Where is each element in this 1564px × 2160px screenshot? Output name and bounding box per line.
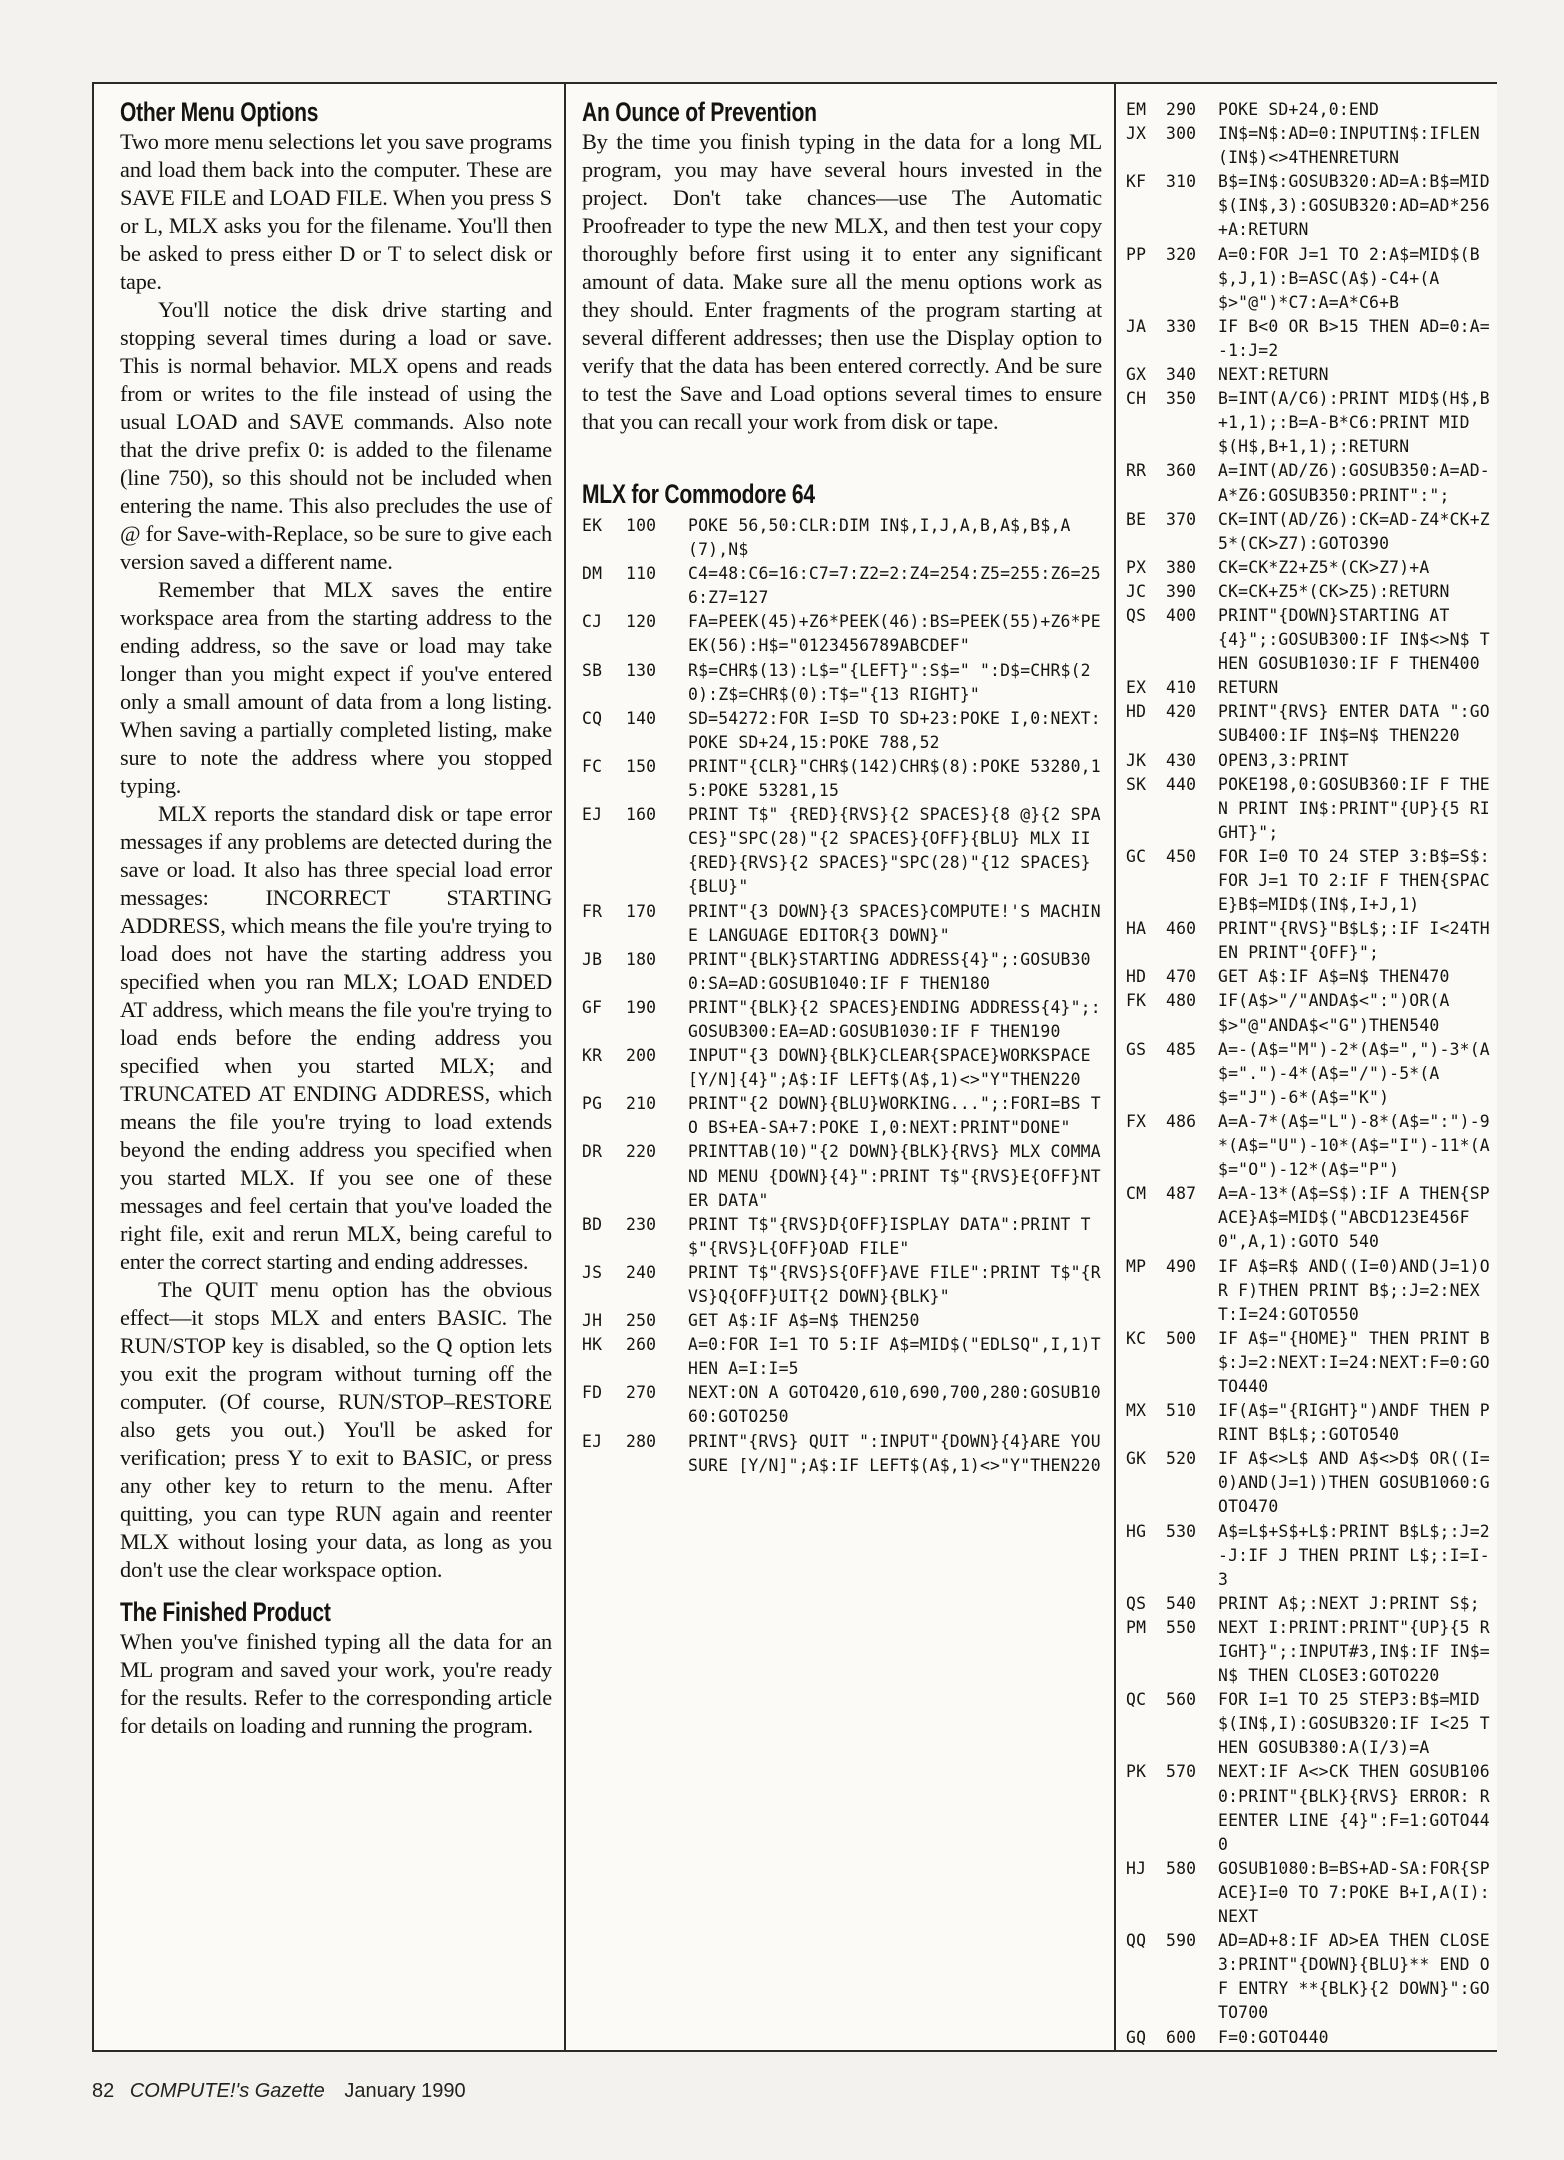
listing-line xyxy=(1126,1038,1493,1110)
line-number: 460 xyxy=(1166,919,1197,939)
listing-line xyxy=(582,1213,1102,1261)
line-code: OPEN3,3:PRINT xyxy=(1218,750,1349,770)
listing-line xyxy=(1126,1110,1493,1182)
line-code: NEXT:IF A<>CK THEN GOSUB1060:PRINT"{BLK}{RVS} ERROR: REENTER LINE {4}":F=1:GOTO440 xyxy=(1218,1762,1490,1854)
heading-mlx-commodore-64: MLX for Commodore 64 xyxy=(582,479,815,509)
checksum: FX xyxy=(1126,1111,1147,1131)
line-code: FOR I=0 TO 24 STEP 3:B$=S$:FOR J=1 TO 2:IF F THEN{SPACE}B$=MID$(IN$,I+J,1) xyxy=(1218,846,1490,915)
line-code: A$=L$+S$+L$:PRINT B$L$;:J=2-J:IF J THEN PRINT L$;:I=I-3 xyxy=(1218,1521,1490,1589)
checksum: KF xyxy=(1126,172,1147,192)
checksum: KR xyxy=(582,1046,603,1066)
listing-line xyxy=(582,803,1102,899)
line-number: 110 xyxy=(626,564,657,584)
line-code: NEXT:RETURN xyxy=(1218,365,1329,385)
line-code: PRINT"{CLR}"CHR$(142)CHR$(8):POKE 53280,15:POKE 53281,15 xyxy=(688,756,1101,801)
checksum: HJ xyxy=(1126,1858,1147,1878)
checksum: HG xyxy=(1126,1521,1147,1541)
line-number: 200 xyxy=(626,1046,657,1066)
line-number: 120 xyxy=(626,612,657,632)
checksum: BE xyxy=(1126,509,1147,529)
line-code: POKE198,0:GOSUB360:IF F THEN PRINT IN$:PRINT"{UP}{5 RIGHT}"; xyxy=(1218,774,1490,842)
line-code: GET A$:IF A$=N$ THEN250 xyxy=(688,1311,920,1331)
line-code: INPUT"{3 DOWN}{BLK}CLEAR{SPACE}WORKSPACE [Y/N]{4}";A$:IF LEFT$(A$,1)<>"Y"THEN220 xyxy=(688,1046,1101,1090)
line-number: 490 xyxy=(1166,1256,1197,1276)
checksum: CQ xyxy=(582,708,603,728)
checksum: FC xyxy=(582,756,603,776)
line-number: 390 xyxy=(1166,581,1197,601)
line-number: 520 xyxy=(1166,1449,1197,1469)
listing-line xyxy=(582,1333,1102,1381)
line-number: 240 xyxy=(626,1262,657,1282)
paragraph: By the time you finish typing in the data for a long ML program, you may have several hours invested in the project. Don't take chances—use The Automatic Proofreader to type the new MLX, and then test your copy thoroughly before first using it to enter any significant amount of data. Make sure all the menu options work as they should. Enter fragments of the program starting at several different addresses; then use the Display option to verify that the data has been entered correctly. And be sure to test the Save and Load options several times to ensure that you can recall your work from disk or tape. xyxy=(582,129,1102,434)
line-number: 360 xyxy=(1166,461,1197,481)
listing-line xyxy=(582,1044,1102,1092)
line-number: 380 xyxy=(1166,557,1197,577)
checksum: QQ xyxy=(1126,1931,1147,1951)
heading-other-menu-options: Other Menu Options xyxy=(120,97,319,127)
checksum: HD xyxy=(1126,702,1147,722)
listing-line xyxy=(1126,243,1493,315)
checksum: EJ xyxy=(582,805,603,825)
paragraph: You'll notice the disk drive starting and stopping several times during a load or save. This is normal behavior. MLX opens and reads from or writes to the file instead of using the usual LOAD and SAVE commands. Also note that the drive prefix 0: is added to the filename (line 750), so this should not be included when entering the name. This also precludes the use of @ for Save-with-Replace, so be sure to give each version saved a different name. xyxy=(120,297,552,574)
line-number: 210 xyxy=(626,1094,657,1114)
column-1 xyxy=(94,84,564,2050)
prevention-text xyxy=(582,128,1102,436)
line-code: IF A$=R$ AND((I=0)AND(J=1)OR F)THEN PRINT B$;:J=2:NEXT:I=24:GOTO550 xyxy=(1218,1256,1490,1324)
heading-ounce-of-prevention: An Ounce of Prevention xyxy=(582,97,817,127)
line-number: 570 xyxy=(1166,1762,1197,1782)
checksum: GX xyxy=(1126,365,1147,385)
checksum: HD xyxy=(1126,967,1147,987)
listing-line xyxy=(1126,1399,1493,1447)
checksum: GS xyxy=(1126,1039,1147,1059)
line-code: NEXT I:PRINT:PRINT"{UP}{5 RIGHT}";:INPUT#3,IN$:IF IN$=N$ THEN CLOSE3:GOTO220 xyxy=(1218,1617,1490,1686)
line-number: 230 xyxy=(626,1214,657,1234)
checksum: JA xyxy=(1126,316,1147,336)
checksum: CH xyxy=(1126,389,1147,409)
line-code: IF A$<>L$ AND A$<>D$ OR((I=0)AND(J=1))THEN GOSUB1060:GOTO470 xyxy=(1218,1449,1490,1517)
listing-line xyxy=(582,707,1102,755)
line-code: FA=PEEK(45)+Z6*PEEK(46):BS=PEEK(55)+Z6*PEEK(56):H$="0123456789ABCDEF" xyxy=(688,612,1101,656)
paragraph: Remember that MLX saves the entire workspace area from the starting address to the ending address, so the save or load may take longer than you might expect if you've entered only a small amount of data from a long listing. When saving a partially completed listing, make sure to note the address where you stopped typing. xyxy=(120,577,552,798)
line-number: 410 xyxy=(1166,678,1197,698)
line-code: A=-(A$="M")-2*(A$=",")-3*(A$=".")-4*(A$="/")-5*(A$="J")-6*(A$="K") xyxy=(1218,1039,1490,1107)
checksum: SK xyxy=(1126,774,1147,794)
listing-line xyxy=(1126,965,1493,989)
program-listing xyxy=(582,514,1111,1478)
checksum: GF xyxy=(582,997,603,1017)
checksum: JK xyxy=(1126,750,1147,770)
listing-line xyxy=(1126,1255,1493,1327)
page-number: 82 xyxy=(92,2080,115,2102)
listing-line xyxy=(1126,1182,1493,1254)
line-number: 400 xyxy=(1166,605,1197,625)
listing-line xyxy=(1126,1857,1493,1929)
line-code: PRINT"{2 DOWN}{BLU}WORKING...";:FORI=BS TO BS+EA-SA+7:POKE I,0:NEXT:PRINT"DONE" xyxy=(688,1094,1101,1138)
listing-line xyxy=(582,1309,1102,1333)
listing-line xyxy=(1126,1929,1493,2025)
checksum: FR xyxy=(582,901,603,921)
listing-line xyxy=(582,755,1102,803)
line-number: 590 xyxy=(1166,1931,1197,1951)
line-number: 530 xyxy=(1166,1521,1197,1541)
line-code: PRINT"{DOWN}STARTING AT{4}";:GOSUB300:IF IN$<>N$ THEN GOSUB1030:IF F THEN400 xyxy=(1218,605,1490,674)
listing-line xyxy=(1126,676,1493,700)
listing-line xyxy=(1126,1327,1493,1399)
program-listing xyxy=(1126,98,1493,2050)
issue-date: January 1990 xyxy=(344,2080,466,2102)
checksum: FK xyxy=(1126,991,1147,1011)
checksum: PM xyxy=(1126,1617,1147,1637)
line-code: A=0:FOR I=1 TO 5:IF A$=MID$("EDLSQ",I,1)THEN A=I:I=5 xyxy=(688,1335,1101,1379)
line-number: 320 xyxy=(1166,244,1197,264)
finished-product-text xyxy=(120,1628,552,1740)
listing-line xyxy=(1126,580,1493,604)
listing-line xyxy=(1126,604,1493,676)
line-number: 550 xyxy=(1166,1617,1197,1637)
line-number: 540 xyxy=(1166,1593,1197,1613)
listing-line xyxy=(582,948,1102,996)
line-number: 420 xyxy=(1166,702,1197,722)
line-number: 290 xyxy=(1166,100,1197,119)
line-code: PRINTTAB(10)"{2 DOWN}{BLK}{RVS} MLX COMMAND MENU {DOWN}{4}":PRINT T$"{RVS}E{OFF}NTER DATA" xyxy=(688,1142,1101,1210)
line-code: A=A-13*(A$=S$):IF A THEN{SPACE}A$=MID$("ABCD123E456F0",A,1):GOTO 540 xyxy=(1218,1184,1490,1252)
listing-line xyxy=(582,1261,1102,1309)
line-code: CK=CK+Z5*(CK>Z5):RETURN xyxy=(1218,581,1450,601)
page-frame xyxy=(92,82,1497,2052)
line-code: A=0:FOR J=1 TO 2:A$=MID$(B$,J,1):B=ASC(A$)-C4+(A$>"@")*C7:A=A*C6+B xyxy=(1218,244,1480,312)
listing-line xyxy=(1126,1760,1493,1856)
checksum: RR xyxy=(1126,461,1147,481)
line-code: PRINT T$" {RED}{RVS}{2 SPACES}{8 @}{2 SPACES}"SPC(28)"{2 SPACES}{OFF}{BLU} MLX II {RED}{RVS}{2 SPACES}"SPC(28)"{12 SPACES}{BLU}" xyxy=(688,805,1101,897)
listing-line xyxy=(582,1092,1102,1140)
line-code: PRINT"{RVS} QUIT ":INPUT"{DOWN}{4}ARE YOU SURE [Y/N]";A$:IF LEFT$(A$,1)<>"Y"THEN220 xyxy=(688,1431,1111,1475)
line-number: 260 xyxy=(626,1335,657,1355)
line-number: 600 xyxy=(1166,2027,1197,2047)
line-code: FOR I=1 TO 25 STEP3:B$=MID$(IN$,I):GOSUB320:IF I<25 THEN GOSUB380:A(I/3)=A xyxy=(1218,1690,1490,1758)
line-code: F=0:GOTO440 xyxy=(1218,2027,1329,2047)
line-code: PRINT A$;:NEXT J:PRINT S$; xyxy=(1218,1593,1480,1613)
line-number: 440 xyxy=(1166,774,1197,794)
line-number: 150 xyxy=(626,756,657,776)
paragraph: Two more menu selections let you save programs and load them back into the computer. These are SAVE FILE and LOAD FILE. When you press S or L, MLX asks you for the filename. You'll then be asked to press either D or T to select disk or tape. xyxy=(120,129,552,294)
checksum: KC xyxy=(1126,1328,1147,1348)
line-code: GOSUB1080:B=BS+AD-SA:FOR{SPACE}I=0 TO 7:POKE B+I,A(I):NEXT xyxy=(1218,1858,1490,1927)
line-number: 160 xyxy=(626,805,657,825)
line-code: IN$=N$:AD=0:INPUTIN$:IFLEN(IN$)<>4THENRETURN xyxy=(1218,124,1480,168)
listing-line xyxy=(1126,122,1493,170)
paragraph: The QUIT menu option has the obvious effect—it stops MLX and enters BASIC. The RUN/STOP key is disabled, so the Q option lets you exit the program without turning off the computer. (Of course, RUN/STOP–RESTORE also gets you out.) You'll be asked for verification; press Y to exit to BASIC, or press any other key to return to the menu. After quitting, you can type RUN again and reenter MLX without losing your data, as long as you don't use the clear workspace option. xyxy=(120,1277,552,1582)
listing-line xyxy=(1126,459,1493,507)
line-code: IF(A$>"/"ANDA$<":")OR(A$>"@"ANDA$<"G")THEN540 xyxy=(1218,991,1450,1035)
checksum: MP xyxy=(1126,1256,1147,1276)
line-code: AD=AD+8:IF AD>EA THEN CLOSE3:PRINT"{DOWN}{BLU}** END OF ENTRY **{BLK}{2 DOWN}":GOTO700 xyxy=(1218,1931,1490,2023)
checksum: HA xyxy=(1126,919,1147,939)
line-code: NEXT:ON A GOTO420,610,690,700,280:GOSUB1060:GOTO250 xyxy=(688,1383,1101,1427)
checksum: EJ xyxy=(582,1431,603,1451)
page-footer xyxy=(92,2080,466,2103)
line-number: 580 xyxy=(1166,1858,1197,1878)
checksum: JB xyxy=(582,949,603,969)
line-number: 430 xyxy=(1166,750,1197,770)
listing-line xyxy=(1126,387,1493,459)
line-number: 180 xyxy=(626,949,657,969)
line-code: PRINT"{3 DOWN}{3 SPACES}COMPUTE!'S MACHINE LANGUAGE EDITOR{3 DOWN}" xyxy=(688,901,1101,945)
line-number: 370 xyxy=(1166,509,1197,529)
line-number: 270 xyxy=(626,1383,657,1403)
checksum: FD xyxy=(582,1383,603,1403)
line-code: PRINT"{BLK}{2 SPACES}ENDING ADDRESS{4}";:GOSUB300:EA=AD:GOSUB1030:IF F THEN190 xyxy=(688,997,1101,1041)
line-number: 140 xyxy=(626,708,657,728)
checksum: QS xyxy=(1126,1593,1147,1613)
line-number: 487 xyxy=(1166,1184,1197,1204)
listing-line xyxy=(1126,556,1493,580)
line-code: PRINT"{RVS} ENTER DATA ":GOSUB400:IF IN$=N$ THEN220 xyxy=(1218,702,1490,746)
line-code: PRINT T$"{RVS}D{OFF}ISPLAY DATA":PRINT T$"{RVS}L{OFF}OAD FILE" xyxy=(688,1214,1091,1258)
checksum: GK xyxy=(1126,1449,1147,1469)
heading-finished-product: The Finished Product xyxy=(120,1597,331,1627)
listing-line xyxy=(1126,989,1493,1037)
line-code: IF B<0 OR B>15 THEN AD=0:A=-1:J=2 xyxy=(1218,316,1490,360)
line-code: SD=54272:FOR I=SD TO SD+23:POKE I,0:NEXT:POKE SD+24,15:POKE 788,52 xyxy=(688,708,1101,752)
line-code: PRINT"{RVS}"B$L$;:IF I<24THEN PRINT"{OFF}"; xyxy=(1218,919,1490,963)
listing-line xyxy=(1126,1688,1493,1760)
listing-line xyxy=(582,514,1102,562)
checksum: JC xyxy=(1126,581,1147,601)
line-code: CK=CK*Z2+Z5*(CK>Z7)+A xyxy=(1218,557,1430,577)
line-code: PRINT"{BLK}STARTING ADDRESS{4}";:GOSUB300:SA=AD:GOSUB1040:IF F THEN180 xyxy=(688,949,1091,993)
line-number: 170 xyxy=(626,901,657,921)
checksum: CM xyxy=(1126,1184,1147,1204)
listing-line xyxy=(582,900,1102,948)
line-number: 220 xyxy=(626,1142,657,1162)
checksum: GC xyxy=(1126,846,1147,866)
listing-line xyxy=(1126,1520,1493,1592)
checksum: GQ xyxy=(1126,2027,1147,2047)
listing-line xyxy=(1126,98,1493,122)
listing-line xyxy=(1126,363,1493,387)
line-number: 350 xyxy=(1166,389,1197,409)
listing-line xyxy=(1126,1447,1493,1519)
checksum: PX xyxy=(1126,557,1147,577)
line-code: PRINT T$"{RVS}S{OFF}AVE FILE":PRINT T$"{RVS}Q{OFF}UIT{2 DOWN}{BLK}" xyxy=(688,1262,1101,1306)
listing-line xyxy=(1126,508,1493,556)
line-number: 340 xyxy=(1166,365,1197,385)
line-code: POKE 56,50:CLR:DIM IN$,I,J,A,B,A$,B$,A(7),N$ xyxy=(688,516,1071,560)
checksum: EK xyxy=(582,516,603,535)
column-2 xyxy=(564,84,1114,2050)
line-code: C4=48:C6=16:C7=7:Z2=2:Z4=254:Z5=255:Z6=256:Z7=127 xyxy=(688,564,1101,608)
line-code: POKE SD+24,0:END xyxy=(1218,100,1380,119)
line-number: 486 xyxy=(1166,1111,1197,1131)
line-number: 500 xyxy=(1166,1328,1197,1348)
checksum: DR xyxy=(582,1142,603,1162)
line-number: 485 xyxy=(1166,1039,1197,1059)
checksum: MX xyxy=(1126,1401,1147,1421)
line-number: 250 xyxy=(626,1311,657,1331)
listing-line xyxy=(582,562,1102,610)
listing-line xyxy=(582,996,1102,1044)
listing-line xyxy=(582,1381,1102,1429)
column-3 xyxy=(1114,84,1497,2050)
listing-line xyxy=(1126,749,1493,773)
checksum: PG xyxy=(582,1094,603,1114)
line-code: CK=INT(AD/Z6):CK=AD-Z4*CK+Z5*(CK>Z7):GOTO390 xyxy=(1218,509,1490,553)
paragraph: MLX reports the standard disk or tape error messages if any problems are detected during the save or load. It also has three special load error messages: INCORRECT STARTING ADDRESS, which means the file you're trying to load does not have the starting address you specified when you ran MLX; LOAD ENDED AT address, which means the file you're trying to load ends before the ending address you specified when you started MLX; and TRUNCATED AT ENDING ADDRESS, which means the file you're trying to load extends beyond the ending address you specified when you started MLX. If you see one of these messages and feel certain that you've loaded the right file, exit and rerun MLX, being careful to enter the correct starting and ending addresses. xyxy=(120,801,552,1274)
line-code: IF A$="{HOME}" THEN PRINT B$:J=2:NEXT:I=24:NEXT:F=0:GOTO440 xyxy=(1218,1328,1490,1396)
checksum: JX xyxy=(1126,124,1147,144)
line-code: RETURN xyxy=(1218,678,1279,698)
listing-line xyxy=(582,1140,1102,1212)
listing-line xyxy=(1126,845,1493,917)
checksum: JS xyxy=(582,1262,603,1282)
checksum: PP xyxy=(1126,244,1147,264)
checksum: HK xyxy=(582,1335,603,1355)
checksum: EX xyxy=(1126,678,1147,698)
line-number: 450 xyxy=(1166,846,1197,866)
checksum: PK xyxy=(1126,1762,1147,1782)
listing-line xyxy=(1126,773,1493,845)
listing-line xyxy=(1126,917,1493,965)
line-code: A=A-7*(A$="L")-8*(A$=":")-9*(A$="U")-10*(A$="I")-11*(A$="O")-12*(A$="P") xyxy=(1218,1111,1490,1180)
listing-line xyxy=(1126,2026,1493,2050)
checksum: CJ xyxy=(582,612,603,632)
listing-line xyxy=(1126,1616,1493,1688)
listing-line xyxy=(582,1430,1111,1478)
line-number: 130 xyxy=(626,660,657,680)
listing-line xyxy=(1126,700,1493,748)
checksum: QS xyxy=(1126,605,1147,625)
listing-line xyxy=(1126,1592,1493,1616)
line-code: IF(A$="{RIGHT}")ANDF THEN PRINT B$L$;:GOTO540 xyxy=(1218,1401,1490,1445)
checksum: QC xyxy=(1126,1690,1147,1710)
line-code: GET A$:IF A$=N$ THEN470 xyxy=(1218,967,1450,987)
line-code: B$=IN$:GOSUB320:AD=A:B$=MID$(IN$,3):GOSUB320:AD=AD*256+A:RETURN xyxy=(1218,172,1490,240)
other-menu-text xyxy=(120,128,552,1584)
line-number: 190 xyxy=(626,997,657,1017)
checksum: JH xyxy=(582,1311,603,1331)
line-number: 510 xyxy=(1166,1401,1197,1421)
line-code: B=INT(A/C6):PRINT MID$(H$,B+1,1);:B=A-B*C6:PRINT MID$(H$,B+1,1);:RETURN xyxy=(1218,389,1490,457)
paragraph: When you've finished typing all the data for an ML program and saved your work, you're ready for the results. Refer to the corresponding article for details on loading and running the program. xyxy=(120,1629,552,1738)
line-number: 300 xyxy=(1166,124,1197,144)
checksum: DM xyxy=(582,564,603,584)
line-number: 470 xyxy=(1166,967,1197,987)
checksum: SB xyxy=(582,660,603,680)
listing-line xyxy=(582,659,1102,707)
line-number: 330 xyxy=(1166,316,1197,336)
line-number: 560 xyxy=(1166,1690,1197,1710)
checksum: EM xyxy=(1126,100,1147,119)
line-number: 100 xyxy=(626,516,657,535)
line-code: R$=CHR$(13):L$="{LEFT}":S$=" ":D$=CHR$(20):Z$=CHR$(0):T$="{13 RIGHT}" xyxy=(688,660,1091,704)
listing-line xyxy=(1126,315,1493,363)
listing-line xyxy=(582,610,1102,658)
line-code: A=INT(AD/Z6):GOSUB350:A=AD-A*Z6:GOSUB350:PRINT":"; xyxy=(1218,461,1490,505)
listing-line xyxy=(1126,170,1493,242)
line-number: 280 xyxy=(626,1431,657,1451)
checksum: BD xyxy=(582,1214,603,1234)
line-number: 480 xyxy=(1166,991,1197,1011)
magazine-name: COMPUTE!'s Gazette xyxy=(129,2080,325,2102)
line-number: 310 xyxy=(1166,172,1197,192)
